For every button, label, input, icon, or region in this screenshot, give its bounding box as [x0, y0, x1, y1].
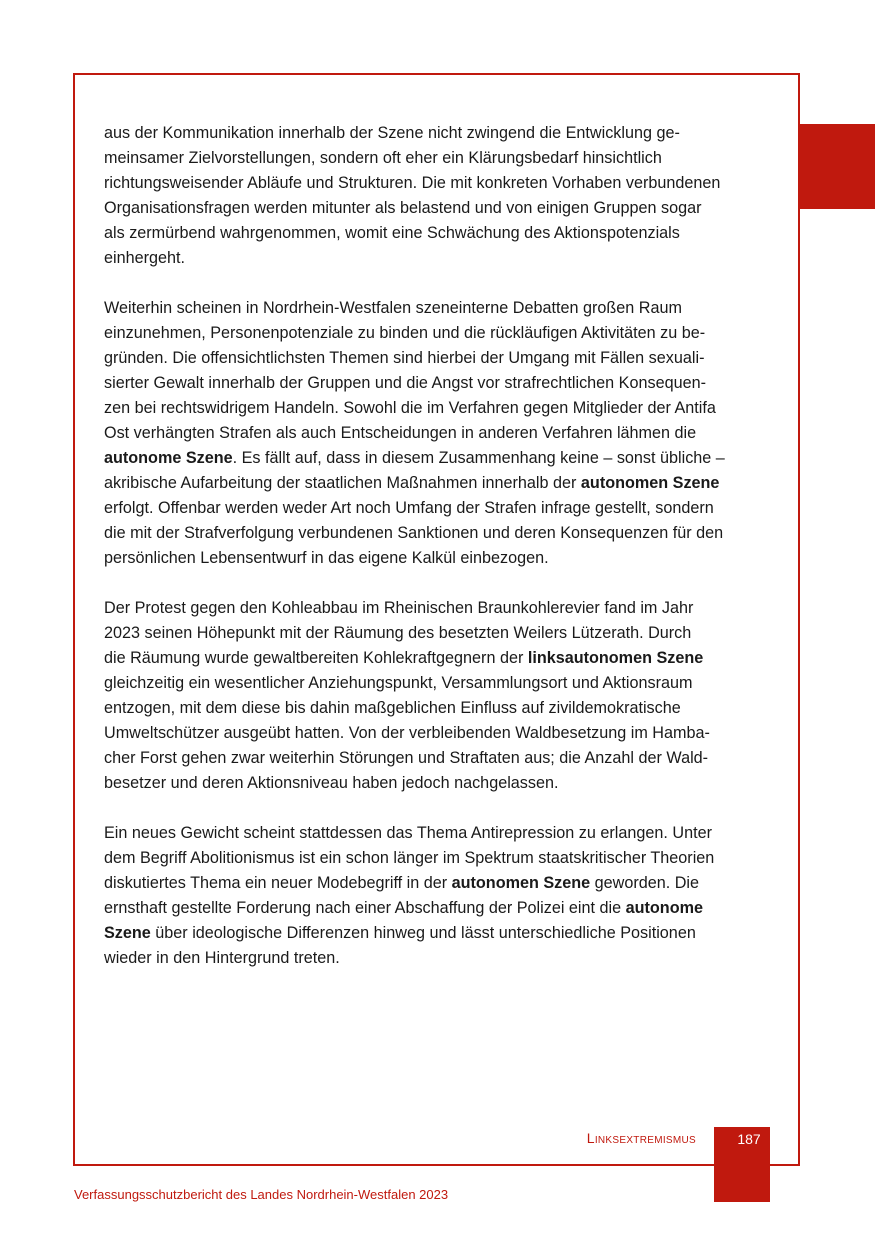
text-segment: gleichzeitig ein wesentlicher Anziehungspunkt, Versammlungsort und Aktionsraum: [104, 674, 693, 692]
text-segment: cher Forst gehen zwar weiterhin Störungen und Straftaten aus; die Anzahl der Wald-: [104, 749, 709, 767]
text-segment: die mit der Strafverfolgung verbundenen Sanktionen und deren Konsequenzen für den: [104, 524, 724, 542]
text-line: [104, 721, 772, 746]
text-segment: Ein neues Gewicht scheint stattdessen das Thema Antirepression zu erlangen. Unter: [104, 824, 712, 842]
text-segment: Organisationsfragen werden mitunter als belastend und von einigen Gruppen sogar: [104, 199, 702, 217]
paragraph: [104, 821, 772, 971]
text-segment: wieder in den Hintergrund treten.: [104, 949, 340, 967]
text-line: [104, 546, 772, 571]
text-segment: sierter Gewalt innerhalb der Gruppen und die Angst vor strafrechtlichen Konsequen-: [104, 374, 706, 392]
text-segment: als zermürbend wahrgenommen, womit eine Schwächung des Aktionspotenzials: [104, 224, 680, 242]
text-line: [104, 321, 772, 346]
text-segment: 2023 seinen Höhepunkt mit der Räumung des besetzten Weilers Lützerath. Durch: [104, 624, 692, 642]
text-line: [104, 146, 772, 171]
text-line: [104, 746, 772, 771]
text-segment: gründen. Die offensichtlichsten Themen sind hierbei der Umgang mit Fällen sexuali-: [104, 349, 705, 367]
chapter-tab-marker: [799, 124, 875, 209]
text-line: [104, 896, 772, 921]
text-line: [104, 196, 772, 221]
text-line: [104, 171, 772, 196]
bold-term: autonomen Szene: [451, 874, 591, 892]
text-line: [104, 496, 772, 521]
text-line: [104, 596, 772, 621]
text-line: [104, 946, 772, 971]
page-number: 187: [737, 1131, 761, 1147]
text-line: [104, 671, 772, 696]
bold-term: Szene: [104, 924, 151, 942]
text-segment: einhergeht.: [104, 249, 186, 267]
text-line: [104, 396, 772, 421]
text-line: [104, 646, 772, 671]
text-segment: aus der Kommunikation innerhalb der Szene nicht zwingend die Entwicklung ge-: [104, 124, 680, 142]
text-line: [104, 296, 772, 321]
text-segment: einzunehmen, Personenpotenziale zu binden und die rückläufigen Aktivitäten zu be-: [104, 324, 706, 342]
bold-term: autonome Szene: [104, 449, 233, 467]
text-line: [104, 121, 772, 146]
text-segment: Der Protest gegen den Kohleabbau im Rheinischen Braunkohlerevier fand im Jahr: [104, 599, 694, 617]
text-segment: Ost verhängten Strafen als auch Entscheidungen in anderen Verfahren lähmen die: [104, 424, 697, 442]
text-segment: entzogen, mit dem diese bis dahin maßgeblichen Einfluss auf zivildemokratische: [104, 699, 681, 717]
text-segment: akribische Aufarbeitung der staatlichen Maßnahmen innerhalb der: [104, 474, 581, 492]
text-line: [104, 696, 772, 721]
text-line: [104, 446, 772, 471]
bold-term: autonomen Szene: [580, 474, 720, 492]
text-segment: richtungsweisender Abläufe und Strukturen. Die mit konkreten Vorhaben verbundenen: [104, 174, 721, 192]
text-segment: meinsamer Zielvorstellungen, sondern oft eher ein Klärungsbedarf hinsichtlich: [104, 149, 662, 167]
text-segment: über ideologische Differenzen hinweg und lässt unterschiedliche Positionen: [150, 924, 696, 942]
text-line: [104, 921, 772, 946]
text-line: [104, 846, 772, 871]
text-segment: besetzer und deren Aktionsniveau haben jedoch nachgelassen.: [104, 774, 559, 792]
bold-term: autonome: [625, 899, 703, 917]
text-line: [104, 521, 772, 546]
text-segment: Umweltschützer ausgeübt hatten. Von der verbleibenden Waldbesetzung im Hamba-: [104, 724, 710, 742]
text-segment: diskutiertes Thema ein neuer Modebegriff in der: [104, 874, 452, 892]
paragraph: [104, 296, 772, 571]
text-line: [104, 871, 772, 896]
text-line: [104, 621, 772, 646]
body-text: [104, 121, 772, 996]
paragraph: [104, 121, 772, 271]
text-segment: . Es fällt auf, dass in diesem Zusammenhang keine – sonst übliche –: [232, 449, 725, 467]
bold-term: linksautonomen Szene: [527, 649, 704, 667]
text-line: [104, 821, 772, 846]
text-segment: Weiterhin scheinen in Nordrhein-Westfalen szeneinterne Debatten großen Raum: [104, 299, 682, 317]
text-line: [104, 371, 772, 396]
paragraph: [104, 596, 772, 796]
text-segment: geworden. Die: [590, 874, 700, 892]
text-segment: die Räumung wurde gewaltbereiten Kohlekraftgegnern der: [104, 649, 528, 667]
text-segment: ernsthaft gestellte Forderung nach einer Abschaffung der Polizei eint die: [104, 899, 626, 917]
text-segment: persönlichen Lebensentwurf in das eigene Kalkül einbezogen.: [104, 549, 549, 567]
text-line: [104, 246, 772, 271]
text-line: [104, 771, 772, 796]
text-segment: erfolgt. Offenbar werden weder Art noch Umfang der Strafen infrage gestellt, sondern: [104, 499, 714, 517]
text-line: [104, 421, 772, 446]
text-segment: zen bei rechtswidrigem Handeln. Sowohl die im Verfahren gegen Mitglieder der Antifa: [104, 399, 716, 417]
text-line: [104, 221, 772, 246]
section-label: Linksextremismus: [586, 1130, 696, 1146]
text-line: [104, 471, 772, 496]
text-line: [104, 346, 772, 371]
footer-publication-title: Verfassungsschutzbericht des Landes Nordrhein-Westfalen 2023: [74, 1187, 449, 1202]
text-segment: dem Begriff Abolitionismus ist ein schon länger im Spektrum staatskritischer Theorien: [104, 849, 715, 867]
